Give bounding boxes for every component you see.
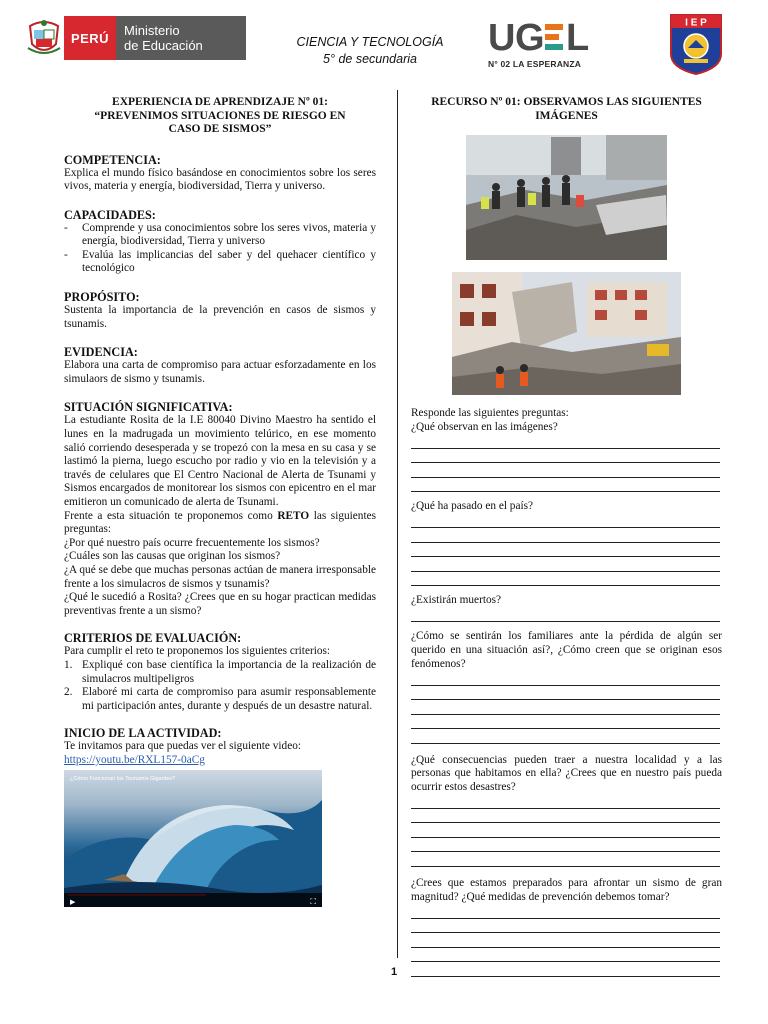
tsunami-wave-image [64, 770, 322, 907]
answer-line[interactable] [411, 543, 720, 558]
iep-crest-letters: I E P [685, 17, 707, 29]
question-text: ¿Crees que estamos preparados para afrontar un sismo de gran magnitud? ¿Qué medidas de prevención debemos tomar? [411, 876, 722, 903]
bullet-mark: - [64, 248, 68, 261]
list-item: 1. Expliqué con base científica la importancia de la realización de simulacros multipeligros [64, 658, 376, 685]
answer-line[interactable] [411, 919, 720, 934]
criterios-intro: Para cumplir el reto te proponemos los siguientes criterios: [64, 645, 331, 658]
answer-line[interactable] [411, 715, 720, 730]
reto-question: ¿Qué le sucedió a Rosita? ¿Crees que en su hogar practican medidas preventivas frente a un sismo? [64, 591, 376, 617]
ugel-letter-u: U [488, 18, 516, 54]
video-controls [64, 893, 322, 907]
video-thumbnail[interactable] [64, 770, 322, 907]
reto-word: RETO [277, 509, 310, 522]
question-text: ¿Qué ha pasado en el país? [411, 500, 534, 513]
title-line-3: CASO DE SISMOS” [168, 123, 272, 135]
ugel-letter-l: L [566, 18, 590, 54]
answer-line[interactable] [411, 608, 720, 623]
bullet-mark: - [64, 221, 68, 234]
answer-line[interactable] [411, 809, 720, 824]
subject-name: CIENCIA Y TECNOLOGÍA [296, 35, 444, 49]
capacidades-list [64, 222, 376, 276]
ugel-logo [488, 18, 598, 69]
reto-question: ¿Cuáles son las causas que originan los sismos? [64, 550, 281, 563]
answer-line[interactable] [411, 514, 720, 529]
learning-experience-title [64, 96, 376, 137]
inicio-heading: INICIO DE LA ACTIVIDAD: [64, 726, 222, 741]
list-item: - Comprende y usa conocimientos sobre los seres vivos, materia y energía, biodiversidad, Tierra y universo [64, 221, 376, 248]
answer-line[interactable] [411, 434, 720, 449]
ugel-letter-g: G [515, 18, 545, 54]
ministry-label [116, 16, 246, 60]
play-icon[interactable]: ▶ [70, 897, 76, 906]
question-block [411, 754, 722, 867]
reto-question: ¿A qué se debe que muchas personas actúan de manera irresponsable frente a los simulacros de sismos y tsunamis? [64, 563, 376, 590]
answer-line[interactable] [411, 449, 720, 464]
reto-question: ¿Por qué nuestro país ocurre frecuentemente los sismos? [64, 536, 320, 549]
question-text: ¿Qué observan en las imágenes? [411, 420, 558, 433]
question-block [411, 594, 722, 622]
answer-line[interactable] [411, 823, 720, 838]
responde-instructions: Responde las siguientes preguntas: [411, 407, 569, 419]
answer-line[interactable] [411, 671, 720, 686]
question-text: ¿Existirán muertos? [411, 594, 502, 607]
rescue-workers-photo [466, 135, 667, 260]
video-link[interactable]: https://youtu.be/RXL157-0aCg [64, 753, 205, 766]
criterios-list [64, 659, 376, 713]
column-divider [397, 90, 398, 958]
answer-line[interactable] [411, 729, 720, 744]
answer-line[interactable] [411, 852, 720, 867]
minedu-logo [24, 16, 246, 60]
title-line-1: EXPERIENCIA DE APRENDIZAJE Nº 01: [112, 96, 328, 108]
answer-line[interactable] [411, 478, 720, 493]
answer-line[interactable] [411, 933, 720, 948]
question-text: ¿Qué consecuencias pueden traer a nuestra localidad y a las personas que habitamos en ella? ¿Crees que en nuestro país pueda ocurrir estos desastres? [411, 753, 722, 793]
questions-list [411, 421, 722, 977]
evidencia-heading: EVIDENCIA: [64, 345, 138, 360]
resource-title [411, 96, 722, 123]
subject-heading [270, 34, 470, 68]
answer-line[interactable] [411, 794, 720, 809]
answer-line[interactable] [411, 700, 720, 715]
title-line-2: “PREVENIMOS SITUACIONES DE RIESGO EN [94, 109, 346, 122]
collapsed-building-photo [452, 272, 681, 395]
peru-coat-of-arms-icon [24, 16, 64, 60]
item-number: 2. [64, 686, 73, 699]
left-column [64, 96, 376, 907]
list-item: - Evalúa las implicancias del saber y del quehacer científico y tecnológico [64, 248, 376, 275]
ugel-subtitle: N° 02 LA ESPERANZA [488, 59, 582, 69]
reto-intro: Frente a esta situación te proponemos como RETO las siguientes preguntas: [64, 509, 376, 536]
grade-level: 5° de secundaria [323, 52, 417, 66]
situacion-text: La estudiante Rosita de la I.E 80040 Divino Maestro ha sentido el lunes en la madrugada un movimiento telúrico, en ese momento salió corriendo desesperada y se tropezó con la mesa en su casa y se lastimó la pierna, luego escucho por radio y vio en la televisión y a través de celulares que El Centro Nacional de Alerta de Tsunami y Sismos encargados de monitorear los sismos con epicentro en el mar emitieron un comunicado de alerta de Tsunami. [64, 414, 376, 508]
question-block [411, 500, 722, 586]
answer-line[interactable] [411, 904, 720, 919]
ministry-line-1: Ministerio [124, 23, 180, 38]
competencia-heading: COMPETENCIA: [64, 152, 161, 167]
answer-line[interactable] [411, 557, 720, 572]
video-title: ¿Cómo Funcionan los Tsunamis Gigantes? [70, 775, 176, 782]
competencia-text: Explica el mundo físico basándose en conocimientos sobre los seres vivos, materia y energía, biodiversidad, Tierra y universo. [64, 166, 376, 193]
resource-title-line-1: RECURSO Nº 01: OBSERVAMOS LAS SIGUIENTES [431, 96, 702, 108]
answer-line[interactable] [411, 463, 720, 478]
fullscreen-icon[interactable]: ⛶ [310, 896, 316, 906]
proposito-heading: PROPÓSITO: [64, 290, 140, 305]
situacion-heading: SITUACIÓN SIGNIFICATIVA: [64, 400, 233, 415]
answer-line[interactable] [411, 962, 720, 977]
inicio-text: Te invitamos para que puedas ver el siguiente video: [64, 740, 301, 753]
list-item: 2. Elaboré mi carta de compromiso para asumir responsablemente mi participación antes, durante y después de un desastre natural. [64, 686, 376, 712]
page-number: 1 [390, 966, 398, 978]
question-block [411, 877, 722, 977]
question-block [411, 630, 722, 743]
right-column [411, 96, 722, 977]
answer-line[interactable] [411, 572, 720, 587]
peru-label: PERÚ [64, 16, 116, 60]
question-text: ¿Cómo se sentirán los familiares ante la pérdida de algún ser querido en una situación así?, ¿Cómo creen que se originan esos fenómenos? [411, 630, 722, 670]
capacidades-heading: CAPACIDADES: [64, 207, 156, 222]
answer-line[interactable] [411, 528, 720, 543]
criterios-heading: CRITERIOS DE EVALUACIÓN: [64, 631, 242, 646]
item-number: 1. [64, 658, 73, 671]
evidencia-text: Elabora una carta de compromiso para actuar esforzadamente en los simulaors de sismo y tsunamis. [64, 359, 376, 385]
proposito-text: Sustenta la importancia de la prevención en casos de sismos y tsunamis. [64, 304, 376, 330]
answer-line[interactable] [411, 686, 720, 701]
ministry-line-2: de Educación [124, 38, 203, 53]
answer-line[interactable] [411, 838, 720, 853]
answer-line[interactable] [411, 948, 720, 963]
ugel-wordmark-icon [488, 18, 598, 54]
resource-title-line-2: IMÁGENES [535, 109, 598, 122]
iep-crest-icon [668, 12, 724, 76]
question-block [411, 421, 722, 493]
